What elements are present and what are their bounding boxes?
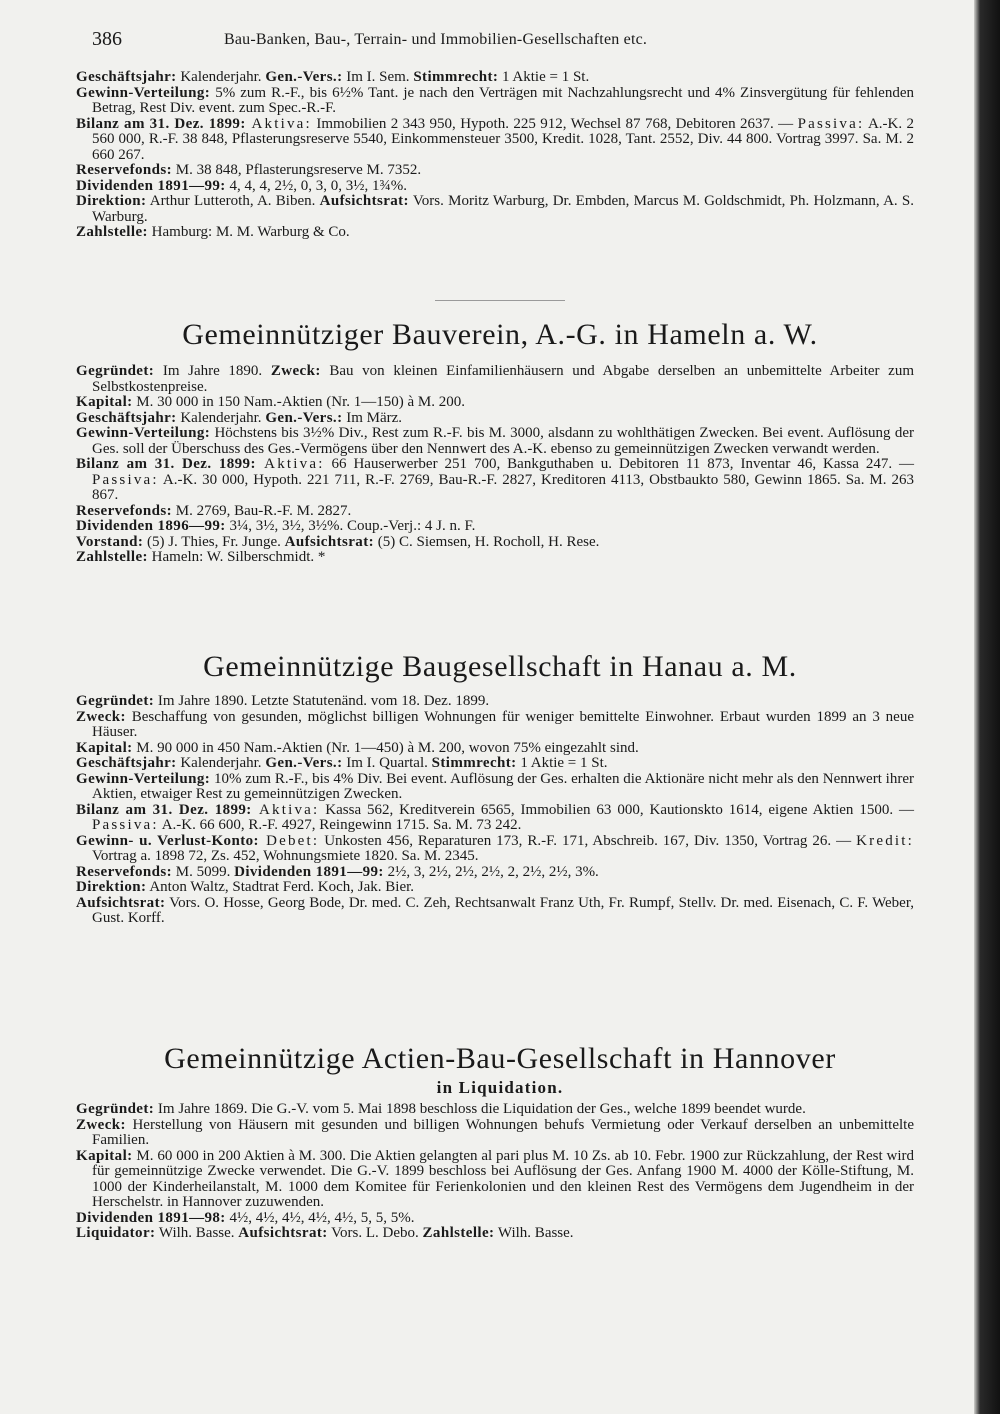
entry-hanau	[76, 694, 914, 927]
entry-line: Geschäftsjahr: Kalenderjahr. Gen.-Vers.: Im März.	[76, 409, 403, 426]
entry-line: Direktion: Anton Waltz, Stadtrat Ferd. Koch, Jak. Bier.	[76, 879, 415, 895]
entry-line: Reservefonds: M. 38 848, Pflasterungsreserve M. 7352.	[76, 162, 422, 178]
entry-line: Gegründet: Im Jahre 1890. Zweck: Bau von kleinen Einfamilienhäusern und Abgabe derselben an unbemittelte Arbeiter zum Selbstkostenpreise.	[76, 363, 915, 395]
entry-line: Geschäftsjahr: Kalenderjahr. Gen.-Vers.: Im I. Sem. Stimmrecht: 1 Aktie = 1 St.	[76, 69, 590, 85]
entry-line: Bilanz am 31. Dez. 1899: Aktiva: Kassa 562, Kreditverein 6565, Immobilien 63 000, Kautionskto 1614, eigene Aktien 1500. — Passiva: A.-K. 66 600, R.-F. 4927, Reingewinn 1715. Sa. M. 73 242.	[76, 801, 914, 833]
entry-line: Reservefonds: M. 5099. Dividenden 1891—99: 2½, 3, 2½, 2½, 2½, 2, 2½, 2½, 3%.	[76, 863, 599, 880]
entry-line: Aufsichtsrat: Vors. O. Hosse, Georg Bode, Dr. med. C. Zeh, Rechtsanwalt Franz Uth, Fr. Rumpf, Stellv. Dr. med. Eisenach, C. F. Weber, Gust. Korff.	[76, 894, 914, 926]
entry-line: Dividenden 1891—99: 4, 4, 4, 2½, 0, 3, 0, 3½, 1¾%.	[76, 177, 407, 194]
entry-hameln	[76, 364, 914, 566]
running-title: Bau-Banken, Bau-, Terrain- und Immobilien-Gesellschaften etc.	[224, 31, 648, 48]
entry-line: Dividenden 1891—98: 4½, 4½, 4½, 4½, 4½, 5, 5, 5%.	[76, 1209, 415, 1226]
entry-line: Kapital: M. 60 000 in 200 Aktien à M. 300. Die Aktien gelangten al pari plus M. 10 Zs. ab 10. Febr. 1900 zur Rückzahlung, der Rest wird für gemeinnützige Zwecke verwendet. Die G.-V. 1899 beschloss bei Auflösung der Ges. Anfang 1900 M. 4000 der Kölle-Stiftung, M. 1000 der Kinderheilanstalt, M. 1000 dem Komitee für Ferienkolonien und den kleinen Rest des Vermögens dem Jugendheim in der Herschelstr. in Hannover zuzuwenden.	[76, 1147, 914, 1210]
company-title: Gemeinnütziger Bauverein, A.-G. in Hameln a. W.	[182, 318, 818, 351]
entry-line: Direktion: Arthur Lutteroth, A. Biben. Aufsichtsrat: Vors. Moritz Warburg, Dr. Embden, Marcus M. Goldschmidt, Ph. Holzmann, A. S. Warburg.	[76, 193, 914, 225]
entry-line: Vorstand: (5) J. Thies, Fr. Junge. Aufsichtsrat: (5) C. Siemsen, H. Rocholl, H. Rese.	[76, 533, 600, 550]
entry-line: Gegründet: Im Jahre 1869. Die G.-V. vom 5. Mai 1898 beschloss die Liquidation der Ges., welche 1899 beendet wurde.	[76, 1101, 806, 1117]
entry-line: Gewinn-Verteilung: Höchstens bis 3½% Div., Rest zum R.-F. bis M. 3000, alsdann zu wohlthätigen Zwecken. Bei event. Auflösung der Ges. soll der Überschuss des Ges.-Vermögens über den Nennwert des A.-K. ebenso zu gemeinnützigen Zwecken verwandt werden.	[76, 425, 914, 457]
entry-hannover	[76, 1102, 914, 1242]
entry-line: Kapital: M. 90 000 in 450 Nam.-Aktien (Nr. 1—450) à M. 200, wovon 75% eingezahlt sind.	[76, 739, 639, 756]
entry-line: Bilanz am 31. Dez. 1899: Aktiva: 66 Hauserwerber 251 700, Bankguthaben u. Debitoren 11 873, Inventar 46, Kassa 247. — Passiva: A.-K. 30 000, Hypoth. 221 711, R.-F. 2769, Bau-R.-F. 2827, Kreditoren 4113, Obstbaukto 580, Gewinn 1865. Sa. M. 263 867.	[76, 456, 915, 503]
entry-line: Zahlstelle: Hameln: W. Silberschmidt. *	[76, 549, 326, 565]
section-divider	[435, 300, 565, 301]
entry-line: Bilanz am 31. Dez. 1899: Aktiva: Immobilien 2 343 950, Hypoth. 225 912, Wechsel 87 768, Debitoren 2637. — Passiva: A.-K. 2 560 000, R.-F. 38 848, Pflasterungsreserve 5540, Einkommensteuer 3500, Kredit. 1028, Tant. 2552, Div. 44 800. Vortrag 3997. Sa. M. 2 660 267.	[76, 115, 915, 163]
entry-line: Geschäftsjahr: Kalenderjahr. Gen.-Vers.: Im I. Quartal. Stimmrecht: 1 Aktie = 1 St.	[76, 755, 608, 771]
entry-line: Zweck: Herstellung von Häusern mit gesunden und billigen Wohnungen behufs Vermietung oder Verkauf derselben an unbemittelte Familien.	[76, 1116, 914, 1148]
entry-line: Kapital: M. 30 000 in 150 Nam.-Aktien (Nr. 1—150) à M. 200.	[76, 394, 466, 410]
company-title: Gemeinnützige Baugesellschaft in Hanau a. M.	[203, 650, 797, 683]
entry-line: Zahlstelle: Hamburg: M. M. Warburg & Co.	[76, 224, 350, 240]
entry-line: Gewinn-Verteilung: 5% zum R.-F., bis 6½% Tant. je nach den Verträgen mit Nachzahlungsrecht und 4% Zinsvergütung für fehlenden Betrag, Rest Div. event. zum Spec.-R.-F.	[76, 84, 914, 116]
entry-line: Gegründet: Im Jahre 1890. Letzte Statutenänd. vom 18. Dez. 1899.	[76, 693, 490, 709]
page-header	[92, 28, 892, 58]
entry-continuation	[76, 70, 914, 241]
book-spine-shadow	[974, 0, 1000, 1414]
entry-line: Zweck: Beschaffung von gesunden, möglichst billigen Wohnungen für weniger bemittelte Einwohner. Erbaut wurden 1899 an 3 neue Häuser.	[76, 708, 914, 740]
company-title: Gemeinnützige Actien-Bau-Gesellschaft in Hannover	[164, 1042, 836, 1075]
page-number: 386	[92, 28, 122, 50]
entry-line: Dividenden 1896—99: 3¼, 3½, 3½, 3½%. Coup.-Verj.: 4 J. n. F.	[76, 518, 476, 534]
entry-line: Gewinn- u. Verlust-Konto: Debet: Unkosten 456, Reparaturen 173, R.-F. 171, Abschreib. 167, Div. 1350, Vortrag 26. — Kredit: Vortrag a. 1898 72, Zs. 452, Wohnungsmiete 1820. Sa. M. 2345.	[76, 832, 914, 864]
entry-line: Gewinn-Verteilung: 10% zum R.-F., bis 4% Div. Bei event. Auflösung der Ges. erhalten die Aktionäre nicht mehr als den Nennwert ihrer Aktien, etwaiger Rest zu gemeinnützigen Zwecken.	[76, 770, 914, 802]
entry-line: Liquidator: Wilh. Basse. Aufsichtsrat: Vors. L. Debo. Zahlstelle: Wilh. Basse.	[76, 1225, 574, 1241]
entry-line: Reservefonds: M. 2769, Bau-R.-F. M. 2827.	[76, 502, 352, 519]
company-subtitle: in Liquidation.	[436, 1078, 564, 1097]
